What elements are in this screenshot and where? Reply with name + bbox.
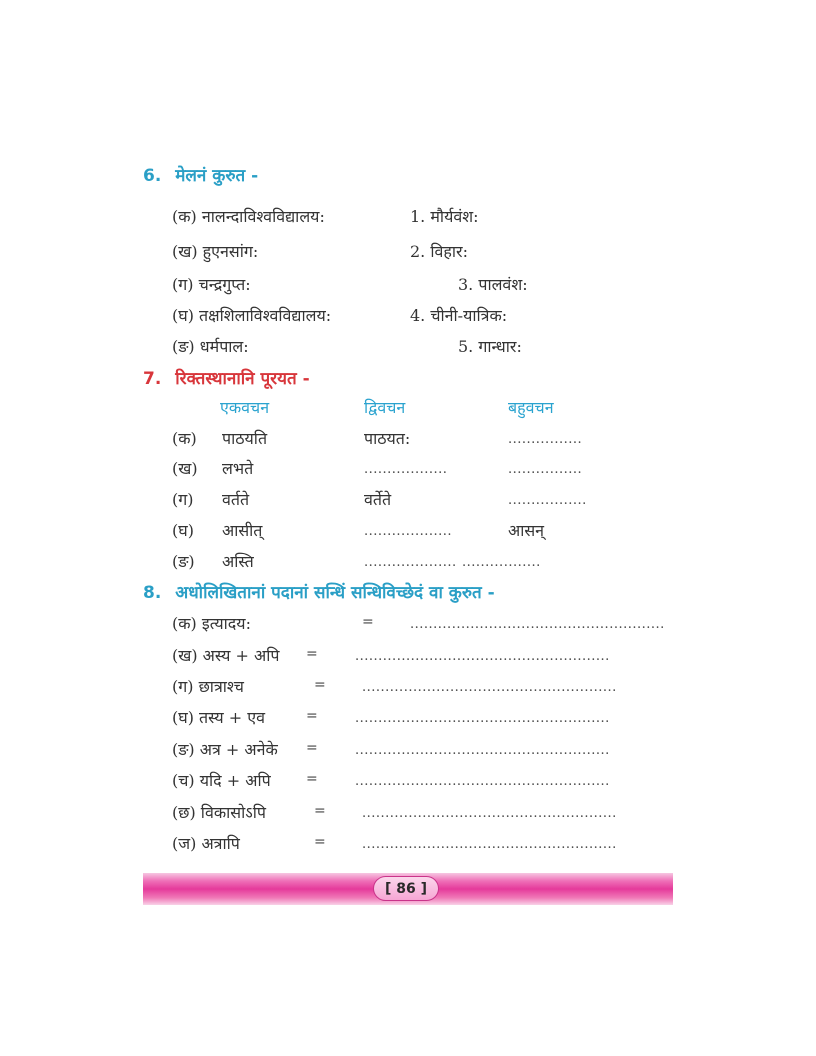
page-number: [ 86 ]	[373, 876, 439, 901]
answer-blank: .......................................................	[355, 774, 610, 789]
q8-label: (ख)	[172, 646, 198, 665]
q8-label: (क)	[172, 614, 197, 633]
q6-row	[172, 273, 251, 295]
q6-right: 3. पालवंश:	[458, 275, 528, 294]
q8-item	[172, 706, 265, 728]
equals-sign: =	[306, 646, 318, 662]
equals-sign: =	[314, 803, 326, 819]
q7-plural: ................	[508, 432, 583, 447]
q7-title: रिक्तस्थानानि पूरयत -	[175, 369, 310, 389]
equals-sign: =	[314, 834, 326, 850]
q7-singular: अस्ति	[222, 552, 254, 571]
q6-row	[172, 205, 325, 227]
q7-plural: .................	[462, 555, 541, 570]
q7-dual: वर्तेते	[364, 490, 392, 509]
answer-blank: .......................................................	[355, 711, 610, 726]
q6-label: (क)	[172, 207, 197, 226]
q8-term: इत्यादय:	[201, 614, 251, 633]
q6-left: नालन्दाविश्वविद्यालय:	[201, 207, 325, 226]
q7-label: (घ)	[172, 521, 194, 540]
q6-right: 1. मौर्यवंश:	[410, 207, 479, 226]
q7-plural: ................	[508, 462, 583, 477]
q6-right: 2. विहार:	[410, 242, 468, 261]
equals-sign: =	[314, 677, 326, 693]
q6-right: 5. गान्धार:	[458, 337, 522, 356]
equals-sign: =	[306, 708, 318, 724]
q8-item	[172, 675, 244, 697]
answer-blank: .......................................................	[355, 649, 610, 664]
q7-label: (ग)	[172, 490, 194, 509]
q6-row	[172, 240, 258, 262]
q6-number: 6.	[143, 166, 162, 186]
q7-plural: .................	[508, 493, 587, 508]
q8-term: अत्र + अनेके	[199, 740, 278, 759]
q8-item	[172, 769, 271, 791]
q7-label: (क)	[172, 429, 197, 448]
answer-blank: .......................................................	[362, 806, 617, 821]
q8-term: विकासोऽपि	[200, 803, 266, 822]
q7-dual: पाठयत:	[364, 429, 411, 448]
q7-header-plural: बहुवचन	[508, 398, 554, 417]
q8-term: यदि + अपि	[199, 771, 271, 790]
answer-blank: .......................................................	[410, 617, 665, 632]
q6-heading	[143, 163, 258, 186]
q7-singular: आसीत्	[222, 521, 263, 540]
q8-item	[172, 612, 251, 634]
q6-left: चन्द्रगुप्त:	[198, 275, 251, 294]
q6-label: (ख)	[172, 242, 198, 261]
q6-left: धर्मपाल:	[199, 337, 249, 356]
q8-label: (च)	[172, 771, 195, 790]
q8-label: (ग)	[172, 677, 194, 696]
q8-item	[172, 644, 279, 666]
q6-label: (घ)	[172, 306, 194, 325]
q8-label: (घ)	[172, 708, 194, 727]
q7-singular: पाठयति	[222, 429, 268, 448]
q7-singular: वर्तते	[222, 490, 250, 509]
answer-blank: .......................................................	[362, 680, 617, 695]
q7-dual: ...................	[364, 524, 453, 539]
equals-sign: =	[362, 614, 374, 630]
answer-blank: .......................................................	[355, 743, 610, 758]
q8-heading	[143, 580, 495, 603]
q8-item	[172, 832, 240, 854]
q6-row	[172, 335, 249, 357]
q8-item	[172, 738, 278, 760]
q6-label: (ङ)	[172, 337, 195, 356]
q6-title: मेलनं कुरुत -	[175, 166, 259, 186]
q7-dual: ..................	[364, 462, 448, 477]
q7-label: (ख)	[172, 459, 198, 478]
q8-term: छात्राश्च	[198, 677, 244, 696]
q8-term: अस्य + अपि	[202, 646, 280, 665]
q8-label: (ङ)	[172, 740, 195, 759]
answer-blank: .......................................................	[362, 837, 617, 852]
q7-number: 7.	[143, 369, 162, 389]
q7-heading	[143, 366, 310, 389]
q8-number: 8.	[143, 583, 162, 603]
q6-left: हुएनसांग:	[202, 242, 259, 261]
q6-left: तक्षशिलाविश्वविद्यालय:	[199, 306, 332, 325]
q6-right: 4. चीनी-यात्रिक:	[410, 306, 508, 325]
q8-item	[172, 801, 266, 823]
q7-plural: आसन्	[508, 521, 545, 540]
q7-header-singular: एकवचन	[220, 398, 270, 417]
q7-singular: लभते	[222, 459, 254, 478]
q8-label: (ज)	[172, 834, 197, 853]
q8-title: अधोलिखितानां पदानां सन्धिं सन्धिविच्छेदं वा कुरुत -	[175, 583, 495, 603]
q7-dual: ....................	[364, 555, 457, 570]
q7-header-dual: द्विवचन	[364, 398, 406, 417]
q6-label: (ग)	[172, 275, 194, 294]
q7-label: (ङ)	[172, 552, 195, 571]
equals-sign: =	[306, 771, 318, 787]
q8-label: (छ)	[172, 803, 196, 822]
q8-term: अत्रापि	[201, 834, 240, 853]
q6-row	[172, 304, 331, 326]
equals-sign: =	[306, 740, 318, 756]
q8-term: तस्य + एव	[199, 708, 265, 727]
